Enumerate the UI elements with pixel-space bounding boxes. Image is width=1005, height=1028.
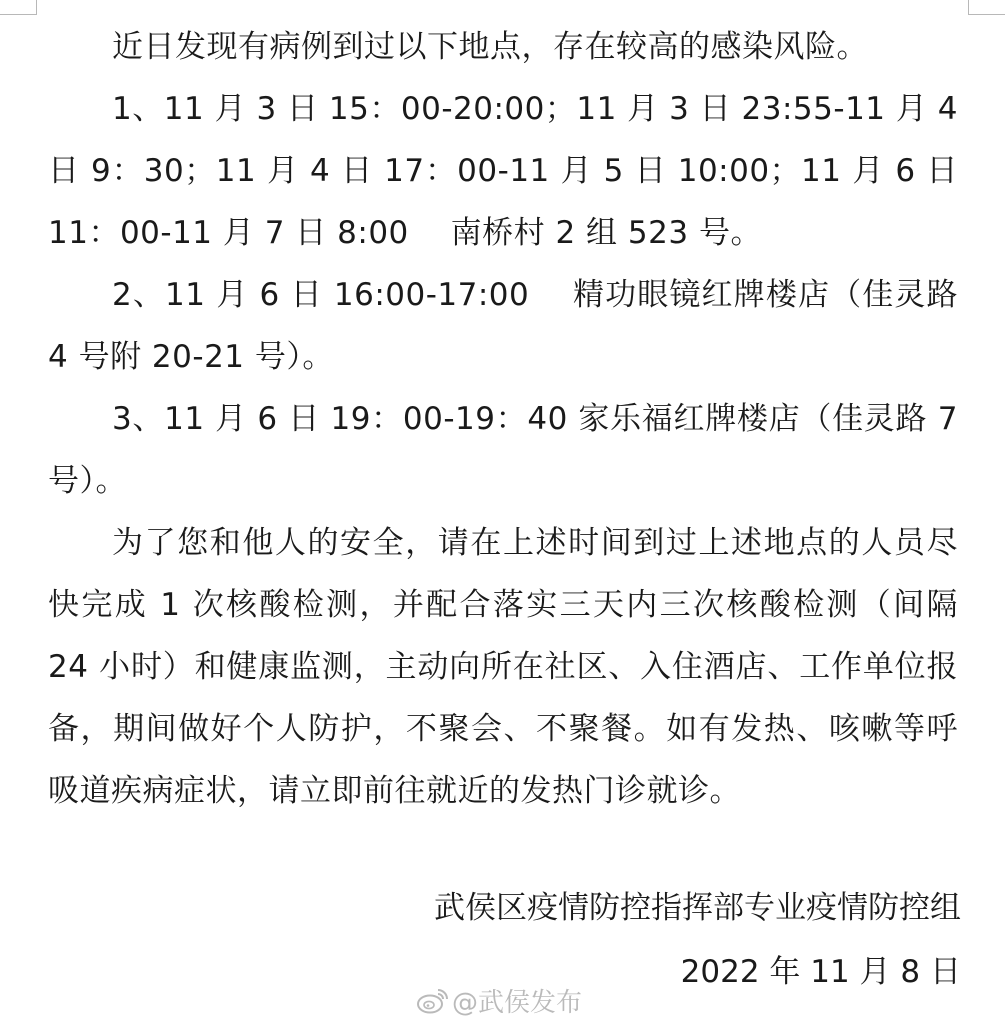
- watermark: [416, 983, 582, 1017]
- location-item-2: 2、11 月 6 日 16:00-17:00 精功眼镜红牌楼店（佳灵路 4 号附 20-21 号）。: [48, 277, 958, 375]
- intro-paragraph: 近日发现有病例到过以下地点，存在较高的感染风险。: [112, 29, 868, 65]
- advice-paragraph: 为了您和他人的安全，请在上述时间到过上述地点的人员尽快完成 1 次核酸检测，并配合落实三天内三次核酸检测（间隔 24 小时）和健康监测，主动向所在社区、入住酒店、工作单位报备，期间做好个人防护，不聚会、不聚餐。如有发热、咳嗽等呼吸道疾病症状，请立即前往就近的发热门诊就诊。: [48, 525, 958, 809]
- location-item-1: 1、11 月 3 日 15：00-20:00；11 月 3 日 23:55-11 月 4 日 9：30；11 月 4 日 17：00-11 月 5 日 10:00；11 月 6 日 11：00-11 月 7 日 8:00 南桥村 2 组 523 号。: [48, 91, 958, 251]
- weibo-icon: [416, 985, 450, 1015]
- corner-crop-mark-left: [0, 0, 37, 15]
- watermark-text: @武侯发布: [452, 987, 583, 1018]
- notice-body: [48, 16, 958, 822]
- location-item-3: 3、11 月 6 日 19：00-19：40 家乐福红牌楼店（佳灵路 7 号）。: [48, 401, 958, 499]
- issue-date: 2022 年 11 月 8 日: [680, 954, 961, 990]
- corner-crop-mark-right: [968, 0, 1005, 15]
- issuing-organization: 武侯区疫情防控指挥部专业疫情防控组: [434, 890, 961, 926]
